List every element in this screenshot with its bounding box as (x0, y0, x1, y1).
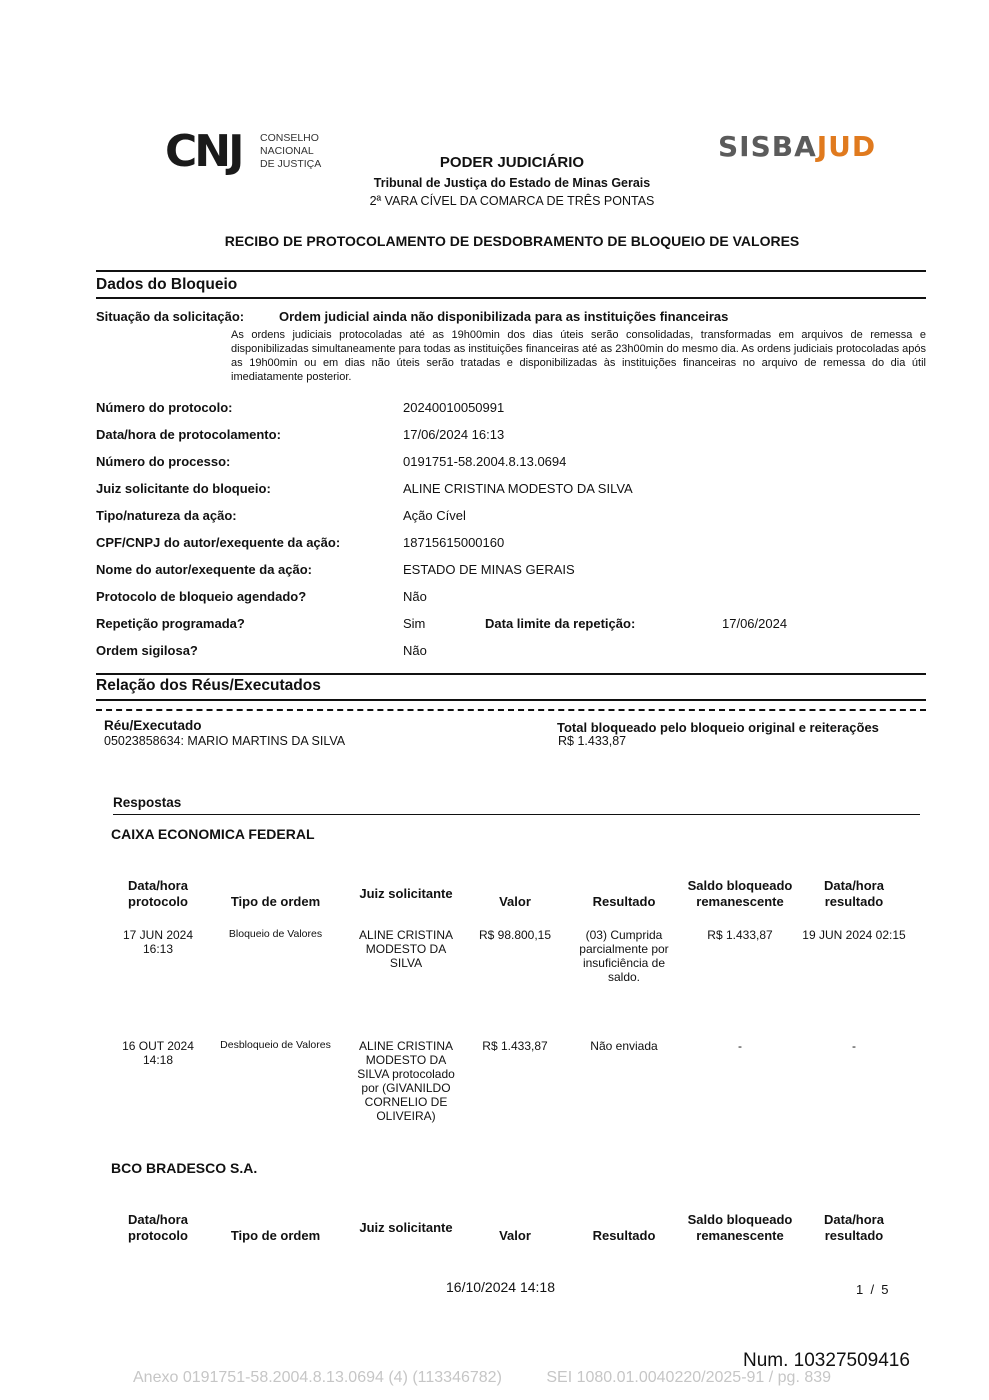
col-header-saldo: Saldo bloqueado remanescente (687, 1212, 793, 1243)
document-number: Num. 10327509416 (743, 1350, 910, 1371)
col-header-tipo: Tipo de ordem (230, 1228, 321, 1243)
anexo-watermark: Anexo 0191751-58.2004.8.13.0694 (4) (113346782) SEI 1080.01.0040220/2025-91 / pg. 839 (133, 1369, 832, 1386)
section-rule-bottom (96, 297, 926, 299)
table-cell-data-resultado: - (852, 1039, 856, 1053)
cnj-line-3: DE JUSTIÇA (260, 158, 322, 170)
field-value: 17/06/2024 16:13 (403, 427, 505, 442)
col-header-resultado: Resultado (592, 1228, 656, 1243)
cnj-mark: CNJ (165, 126, 242, 177)
table-cell-valor: R$ 98.800,15 (478, 928, 552, 942)
field-label: Protocolo de bloqueio agendado? (96, 589, 307, 604)
section-rule-bottom (96, 699, 926, 701)
footer-date: 16/10/2024 14:18 (446, 1279, 555, 1295)
col-header-data-resultado: Data/hora resultado (824, 1212, 884, 1243)
field-label: Ordem sigilosa? (96, 643, 198, 658)
field-value: ESTADO DE MINAS GERAIS (403, 562, 575, 577)
bank-name: BCO BRADESCO S.A. (111, 1160, 258, 1176)
total-header: Total bloqueado pelo bloqueio original e reiterações (557, 720, 879, 735)
field-label: Tipo/natureza da ação: (96, 508, 237, 523)
section-rule-top (96, 673, 926, 675)
reu-header: Réu/Executado (104, 718, 202, 733)
table-cell-data-resultado: 19 JUN 2024 02:15 (802, 928, 906, 942)
sisbajud-logo-part1: SISBA (718, 130, 817, 163)
document-title: RECIBO DE PROTOCOLAMENTO DE DESDOBRAMENTO DE BLOQUEIO DE VALORES (224, 233, 800, 249)
col-header-valor: Valor (499, 894, 531, 909)
col-header-tipo: Tipo de ordem (230, 894, 321, 909)
col-header-saldo: Saldo bloqueado remanescente (687, 878, 793, 909)
table-cell-saldo: - (738, 1039, 742, 1053)
header-poder: PODER JUDICIÁRIO (439, 154, 585, 171)
total-value: R$ 1.433,87 (558, 734, 627, 748)
respostas-title: Respostas (113, 795, 182, 810)
field-label: Data/hora de protocolamento: (96, 427, 281, 442)
field-value: Não (403, 589, 427, 604)
table-cell-saldo: R$ 1.433,87 (707, 928, 773, 942)
table-cell-valor: R$ 1.433,87 (482, 1039, 548, 1053)
table-cell-data: 17 JUN 2024 16:13 (122, 928, 194, 956)
col-header-data-resultado: Data/hora resultado (824, 878, 884, 909)
dashed-divider (96, 709, 926, 711)
header-tribunal: Tribunal de Justiça do Estado de Minas Gerais (373, 176, 651, 190)
table-cell-tipo: Desbloqueio de Valores (220, 1039, 331, 1051)
col-header-data-protocolo: Data/hora protocolo (128, 878, 188, 909)
table-cell-juiz: ALINE CRISTINA MODESTO DA SILVA (358, 928, 454, 970)
cnj-line-2: NACIONAL (260, 145, 314, 157)
field-label: Juiz solicitante do bloqueio: (96, 481, 271, 496)
footer-page-number: 1 / 5 (856, 1282, 889, 1297)
field-value: Não (403, 643, 427, 658)
field-value: 0191751-58.2004.8.13.0694 (403, 454, 567, 469)
situacao-value: Ordem judicial ainda não disponibilizada para as instituições financeiras (279, 309, 729, 324)
section-title-dados: Dados do Bloqueio (96, 276, 238, 293)
col-header-valor: Valor (499, 1228, 531, 1243)
field-label: Repetição programada? (96, 616, 245, 631)
reu-value: 05023858634: MARIO MARTINS DA SILVA (104, 734, 346, 748)
col-header-juiz: Juiz solicitante (359, 886, 453, 901)
field-value: Sim (403, 616, 426, 631)
col-header-juiz: Juiz solicitante (359, 1220, 453, 1235)
table-cell-data: 16 OUT 2024 14:18 (122, 1039, 194, 1067)
section-rule-top (96, 270, 926, 272)
field-value: Ação Cível (403, 508, 466, 523)
cnj-line-1: CONSELHO (260, 132, 319, 144)
situacao-label: Situação da solicitação: (96, 309, 245, 324)
section-title-reus: Relação dos Réus/Executados (96, 677, 321, 694)
respostas-rule (113, 814, 920, 815)
col-header-data-protocolo: Data/hora protocolo (128, 1212, 188, 1243)
field-label: CPF/CNPJ do autor/exequente da ação: (96, 535, 341, 550)
field-label: Número do protocolo: (96, 400, 233, 415)
table-cell-juiz: ALINE CRISTINA MODESTO DA SILVA protocolado por (GIVANILDO CORNELIO DE OLIVEIRA) (357, 1039, 455, 1123)
data-limite-value: 17/06/2024 (722, 616, 788, 631)
situacao-note: As ordens judiciais protocoladas até as 19h00min dos dias úteis serão consolidadas, transformadas em arquivos de remessa e disponibilizadas simultaneamente para todas as instituições financeiras até as 23h00min do mesmo dia. As ordens judiciais protocoladas após as 19h00min ou em dias não úteis serão tratadas e disponibilizadas às instituições financeiras no arquivo de remessa do dia útil imediatamente posterior. (231, 329, 926, 383)
col-header-resultado: Resultado (592, 894, 656, 909)
bank-name: CAIXA ECONOMICA FEDERAL (111, 826, 315, 842)
table-cell-tipo: Bloqueio de Valores (228, 928, 323, 940)
sisbajud-logo-part2: JUD (816, 130, 877, 163)
field-label: Nome do autor/exequente da ação: (96, 562, 312, 577)
field-value: 20240010050991 (403, 400, 505, 415)
field-label: Número do processo: (96, 454, 231, 469)
table-cell-resultado: Não enviada (590, 1039, 658, 1053)
header-vara: 2ª VARA CÍVEL DA COMARCA DE TRÊS PONTAS (369, 194, 655, 208)
field-value: 18715615000160 (403, 535, 505, 550)
field-value: ALINE CRISTINA MODESTO DA SILVA (403, 481, 633, 496)
data-limite-label: Data limite da repetição: (485, 616, 636, 631)
table-cell-resultado: (03) Cumprida parcialmente por insuficiência de saldo. (579, 928, 669, 984)
